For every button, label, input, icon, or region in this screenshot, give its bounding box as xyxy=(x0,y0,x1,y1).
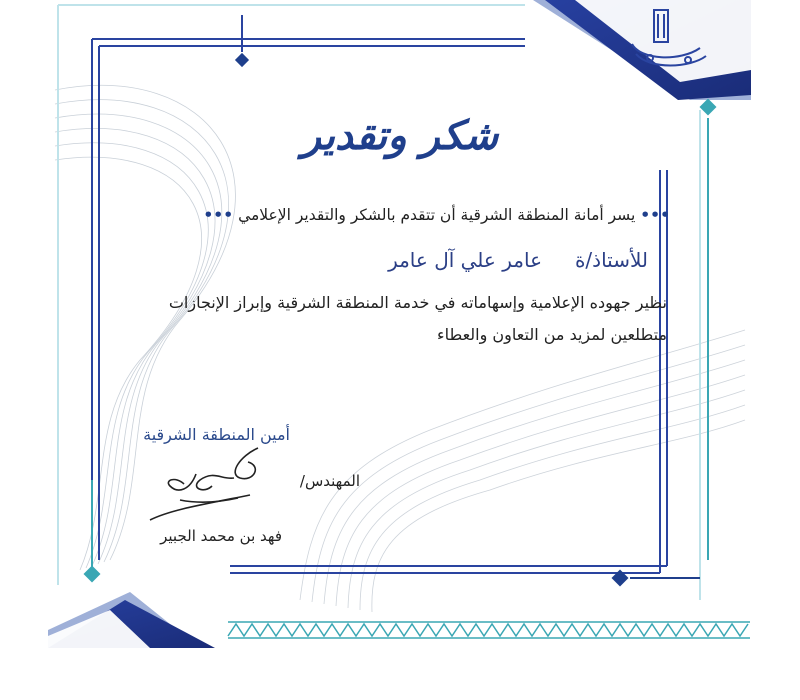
bottom-left-ornament xyxy=(48,592,215,648)
diamond-top-left xyxy=(235,53,249,67)
intro-dots-left: ••• xyxy=(203,206,234,224)
bottom-right-corner-lines xyxy=(230,170,667,573)
bottom-pattern-band xyxy=(225,620,750,640)
signer-title: أمين المنطقة الشرقية xyxy=(143,425,290,444)
handwritten-signature xyxy=(150,448,258,520)
body-text-line-2: متطلعين لمزيد من التعاون والعطاء xyxy=(437,325,667,344)
intro-line xyxy=(203,206,670,224)
wave-lines-right xyxy=(300,330,745,612)
intro-dots-right: ••• xyxy=(640,206,670,224)
honoree-title: للأستاذ/ة xyxy=(574,248,648,272)
certificate-title: شكر وتقدير xyxy=(301,112,499,159)
signer-name: فهد بن محمد الجبير xyxy=(160,527,282,545)
engineer-label: المهندس/ xyxy=(299,472,360,490)
top-right-ornament xyxy=(533,0,751,100)
diamond-bottom-left xyxy=(84,566,101,583)
honoree-name: عامر علي آل عامر xyxy=(388,248,542,272)
body-text-line-1: نظير جهوده الإعلامية وإسهاماته في خدمة المنطقة الشرقية وإبراز الإنجازات xyxy=(168,293,667,312)
intro-text: يسر أمانة المنطقة الشرقية أن تتقدم بالشكر والتقدير الإعلامي xyxy=(238,206,636,224)
